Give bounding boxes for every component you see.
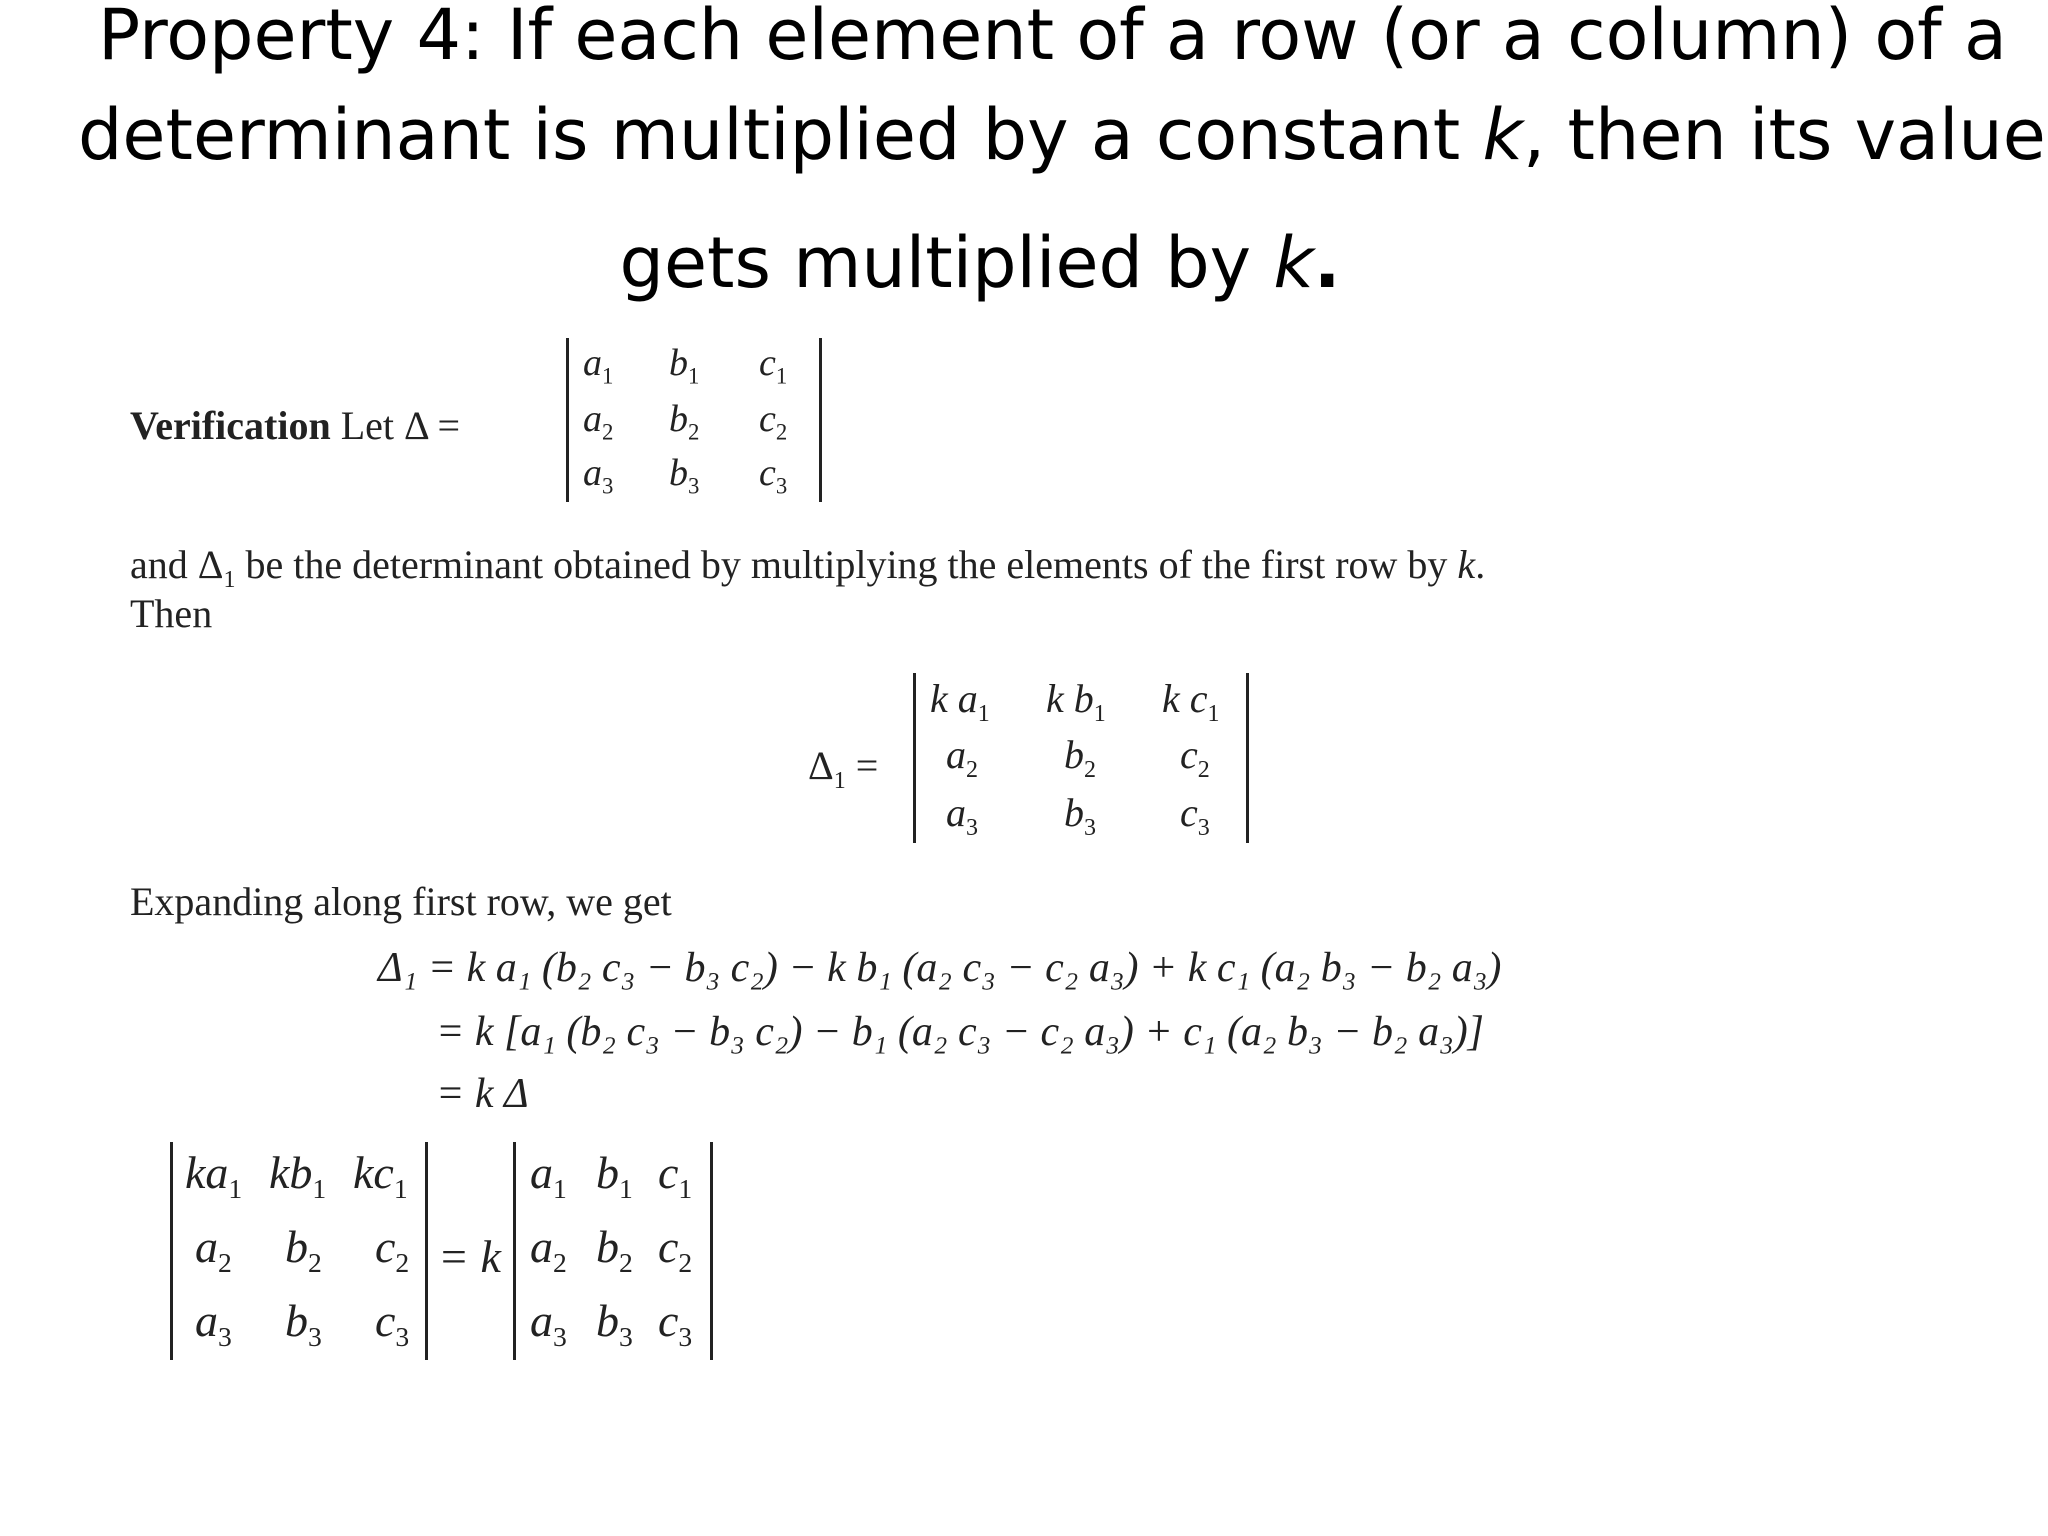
title-line-3-k: k <box>1273 222 1314 304</box>
det-cell: $c_1$ <box>759 342 788 389</box>
final-equals-k: = k <box>438 1231 501 1282</box>
det-cell: $a_3$ <box>946 790 978 841</box>
det-cell: $a_1$ <box>530 1147 567 1205</box>
title-line-1: Property 4: If each element of a row (or a column) of a <box>98 0 2007 76</box>
verification-label: Verification <box>130 403 331 448</box>
delta1-grid <box>916 673 1246 843</box>
paragraph-line-1: and $\Delta_1$ be the determinant obtained by multiplying the elements of the first row by k. <box>130 542 1486 593</box>
det-cell: $b_1$ <box>669 342 700 389</box>
det-cell: $b_1$ <box>596 1147 633 1205</box>
verification-determinant <box>566 338 822 502</box>
det-cell: $c_3$ <box>759 452 788 499</box>
det-cell: $b_2$ <box>596 1221 633 1279</box>
det-cell: $a_2$ <box>583 398 614 445</box>
det-cell: $a_1$ <box>583 342 614 389</box>
verification-text <box>130 403 461 448</box>
title-line-3-pre: gets multiplied by <box>619 222 1274 304</box>
det-cell: $a_3$ <box>583 452 614 499</box>
det-cell: $a_3$ <box>195 1295 232 1353</box>
expansion-line-1: Δ₁ = k a₁ (b₂ c₃ − b₃ c₂) − k b₁ (a₂ c₃ − c₂ a₃) + k c₁ (a₂ b₃ − b₂ a₃) <box>378 945 1502 991</box>
det-cell: $a_2$ <box>946 732 978 783</box>
det-cell: $c_3$ <box>375 1295 410 1353</box>
title-line-2-pre: determinant is multiplied by a constant <box>78 94 1483 176</box>
paragraph-line-2: Then <box>130 591 213 636</box>
title-line-2-k: k <box>1482 94 1524 176</box>
delta1-lhs: $\Delta_1$ = <box>808 743 879 794</box>
det-cell: $b_3$ <box>285 1295 322 1353</box>
delta1-determinant <box>913 673 1249 843</box>
final-right-determinant <box>513 1142 713 1360</box>
det-cell: $c_3$ <box>1180 790 1210 841</box>
det-cell: k $b_1$ <box>1046 676 1106 727</box>
det-cell: $c_2$ <box>375 1221 410 1279</box>
det-cell: $a_2$ <box>195 1221 232 1279</box>
det-cell: $a_3$ <box>530 1295 567 1353</box>
det-cell: $kb_1$ <box>269 1147 327 1205</box>
det-cell: $c_2$ <box>658 1221 693 1279</box>
det-cell: $b_3$ <box>596 1295 633 1353</box>
det-cell: $kc_1$ <box>353 1147 408 1205</box>
expansion-line-2: = k [a₁ (b₂ c₃ − b₃ c₂) − b₁ (a₂ c₃ − c₂ a₃) + c₁ (a₂ b₃ − b₂ a₃)] <box>436 1009 1485 1055</box>
final-left-grid <box>173 1142 425 1360</box>
det-cell: $b_2$ <box>285 1221 322 1279</box>
det-cell: $b_2$ <box>1064 732 1096 783</box>
det-cell: k $a_1$ <box>930 676 990 727</box>
title-line-3 <box>0 222 1960 304</box>
det-cell: $c_2$ <box>759 398 788 445</box>
det-cell: $c_2$ <box>1180 732 1210 783</box>
verification-let: Let Δ = <box>340 403 461 448</box>
title-line-2 <box>78 94 2046 176</box>
title-line-3-period: . <box>1313 222 1341 304</box>
det-cell: $b_3$ <box>669 452 700 499</box>
expanding-text: Expanding along first row, we get <box>130 879 672 924</box>
det-cell: $ka_1$ <box>185 1147 243 1205</box>
title-line-2-post: , then its value <box>1523 94 2046 176</box>
final-left-determinant <box>170 1142 428 1360</box>
det-cell: $b_3$ <box>1064 790 1096 841</box>
det-cell: k $c_1$ <box>1162 676 1220 727</box>
expansion-line-3: = k Δ <box>436 1071 529 1117</box>
det-cell: $c_1$ <box>658 1147 693 1205</box>
final-right-grid <box>516 1142 710 1360</box>
det-cell: $a_2$ <box>530 1221 567 1279</box>
verification-grid <box>569 338 819 502</box>
det-cell: $b_2$ <box>669 398 700 445</box>
det-cell: $c_3$ <box>658 1295 693 1353</box>
